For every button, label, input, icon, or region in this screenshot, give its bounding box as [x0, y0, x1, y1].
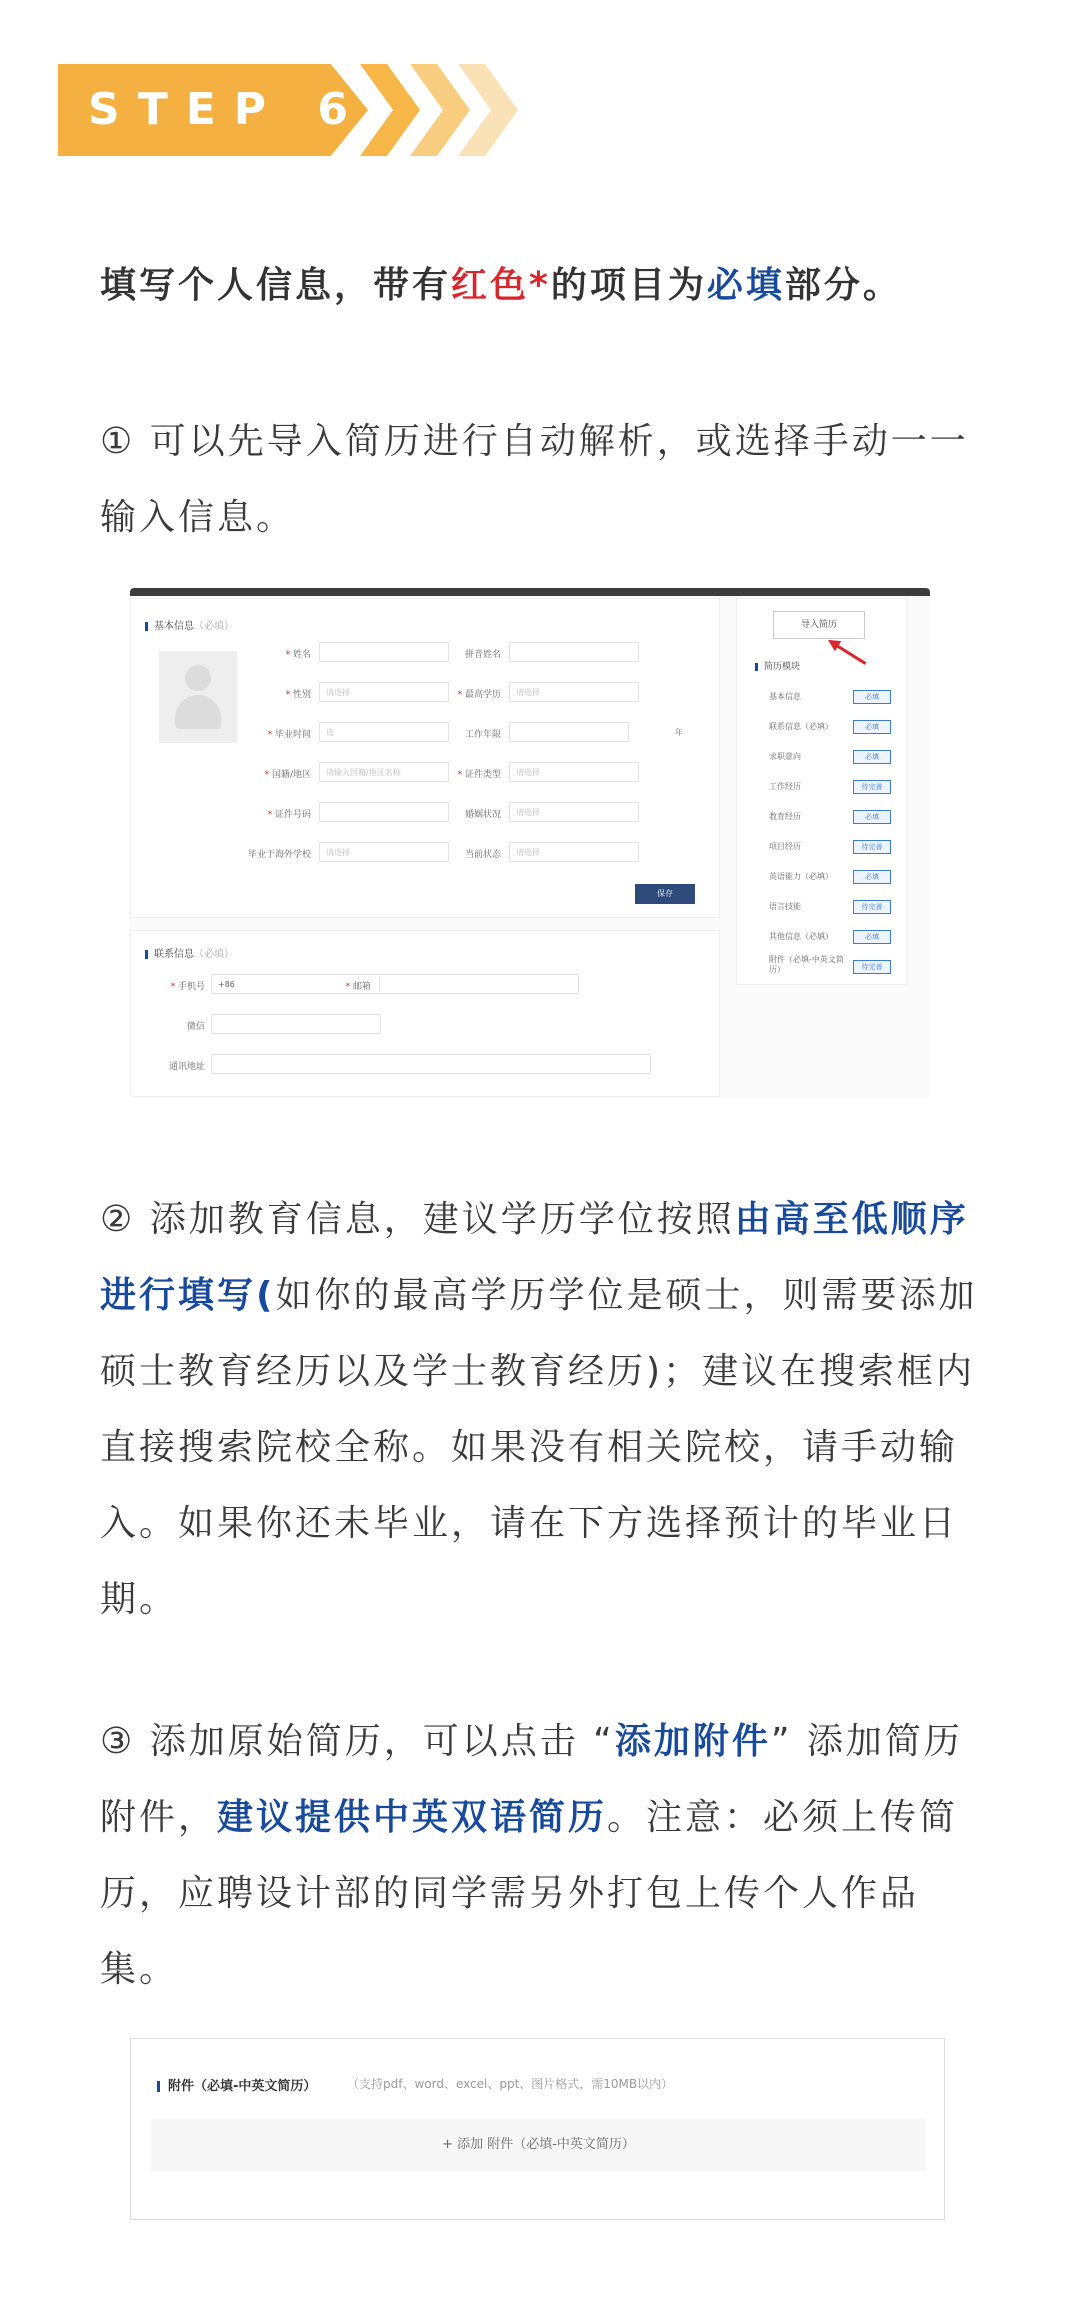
- field-label: * 证件类型: [457, 770, 501, 780]
- save-button[interactable]: 保存: [635, 884, 695, 904]
- field-label: * 证件号码: [267, 810, 311, 820]
- nationality-input[interactable]: 请输入国籍/地区名称: [319, 762, 449, 782]
- basic-info-panel: [130, 598, 720, 918]
- modules-title: 简历模块: [755, 659, 800, 672]
- status-badge: 必填: [853, 720, 891, 734]
- wechat-input[interactable]: [211, 1014, 381, 1034]
- import-resume-button[interactable]: 导入简历: [773, 611, 865, 639]
- basic-info-title: 基本信息（必填）: [145, 617, 234, 632]
- field-label: 婚姻状况: [464, 810, 501, 820]
- current-status-select[interactable]: 请选择: [509, 842, 639, 862]
- add-attachment-button[interactable]: + 添加 附件（必填-中英文简历）: [151, 2119, 926, 2171]
- field-label: * 最高学历: [457, 690, 501, 700]
- status-badge: 必填: [853, 750, 891, 764]
- contact-info-panel: [130, 930, 720, 1097]
- module-item[interactable]: 教育经历: [769, 812, 801, 821]
- status-badge: 待完善: [853, 900, 891, 914]
- module-item[interactable]: 联系信息（必填）: [769, 722, 833, 731]
- module-item[interactable]: 英语能力（必填）: [769, 872, 833, 881]
- status-badge: 待完善: [853, 780, 891, 794]
- graduation-date-input[interactable]: 选: [319, 722, 449, 742]
- status-badge: 必填: [853, 930, 891, 944]
- id-type-select[interactable]: 请选择: [509, 762, 639, 782]
- step-label: STEP 6: [88, 84, 366, 135]
- resume-form-screenshot: [130, 588, 930, 1098]
- status-badge: 必填: [853, 870, 891, 884]
- field-label: * 姓名: [285, 650, 311, 660]
- marital-status-select[interactable]: 请选择: [509, 802, 639, 822]
- status-badge: 必填: [853, 810, 891, 824]
- email-input[interactable]: [379, 974, 579, 994]
- field-label: * 性别: [285, 690, 311, 700]
- module-item[interactable]: 求职意向: [769, 752, 801, 761]
- module-item[interactable]: 附件（必填-中英文简历）: [769, 955, 844, 974]
- resume-modules-panel: [736, 598, 908, 985]
- status-badge: 待完善: [853, 840, 891, 854]
- education-select[interactable]: 请选择: [509, 682, 639, 702]
- field-label: 毕业于海外学校: [247, 850, 311, 860]
- module-item[interactable]: 基本信息: [769, 692, 801, 701]
- address-input[interactable]: [211, 1054, 651, 1074]
- work-years-input[interactable]: [509, 722, 629, 742]
- overseas-school-select[interactable]: 请选择: [319, 842, 449, 862]
- item1-text: ① 可以先导入简历进行自动解析，或选择手动一一输入信息。: [100, 421, 969, 538]
- field-label: 微信: [186, 1022, 205, 1032]
- item2-text: ② 添加教育信息，建议学历学位按照由高至低顺序进行填写(如你的最高学历学位是硕士，则需要添加硕士教育经历以及学士教育经历)；建议在搜索框内直接搜索院校全称。如果没有相关院校，请手动输入。如果你还未毕业，请在下方选择预计的毕业日期。: [100, 1199, 978, 1620]
- intro-heading: 填写个人信息，带有红色*的项目为必填部分。: [100, 265, 902, 306]
- field-label: * 邮箱: [345, 982, 371, 992]
- field-label: * 毕业时间: [267, 730, 311, 740]
- phone-input[interactable]: +86: [211, 974, 381, 994]
- module-item[interactable]: 语言技能: [769, 902, 801, 911]
- year-unit: 年: [675, 728, 683, 737]
- field-label: * 国籍/地区: [264, 770, 311, 780]
- module-item[interactable]: 其他信息（必填）: [769, 932, 833, 941]
- field-label: 拼音姓名: [464, 650, 501, 660]
- attachment-title: 附件（必填-中英文简历）: [157, 2075, 316, 2094]
- field-label: 通讯地址: [168, 1062, 205, 1072]
- gender-select[interactable]: 请选择: [319, 682, 449, 702]
- chevron-icon: [360, 64, 420, 156]
- module-item[interactable]: 工作经历: [769, 782, 801, 791]
- red-arrow-icon: [834, 643, 866, 665]
- attachment-note: （支持pdf、word、excel、ppt、图片格式，需10MB以内）: [347, 2077, 674, 2091]
- top-bar: [130, 588, 930, 596]
- status-badge: 必填: [853, 690, 891, 704]
- field-label: 工作年限: [464, 730, 501, 740]
- pinyin-name-input[interactable]: [509, 642, 639, 662]
- field-label: 当前状态: [464, 850, 501, 860]
- contact-info-title: 联系信息（必填）: [145, 945, 234, 960]
- module-item[interactable]: 项目经历: [769, 842, 801, 851]
- field-label: * 手机号: [170, 982, 205, 992]
- status-badge: 待完善: [853, 960, 891, 974]
- attachment-screenshot: [130, 2038, 945, 2220]
- item3-text: ③ 添加原始简历，可以点击 “添加附件” 添加简历附件，建议提供中英双语简历。注意：必须上传简历，应聘设计部的同学需另外打包上传个人作品集。: [100, 1721, 963, 1990]
